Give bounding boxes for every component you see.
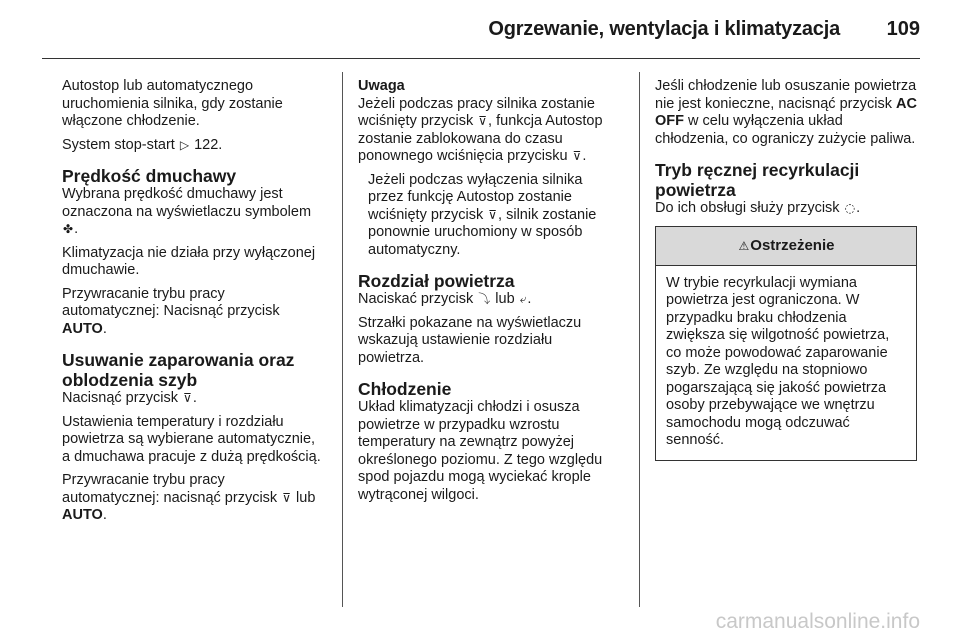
windscreen-defrost-icon: ⊽ bbox=[282, 490, 291, 505]
air-distribution-feet-icon: ⤵ bbox=[478, 292, 491, 306]
blower-off-paragraph: Klimatyzacja nie działa przy wyłączonej dmuchawie. bbox=[62, 244, 316, 278]
defrost-settings-paragraph: Ustawienia temperatury i rozdziału powietrza są wybierane automatycznie, a dmuchawa pracuje z dużą prędkością. bbox=[62, 413, 321, 465]
windscreen-defrost-icon: ⊽ bbox=[183, 391, 192, 405]
column-3 bbox=[655, 78, 917, 461]
windscreen-defrost-icon: ⊽ bbox=[478, 114, 488, 128]
defrost-paragraph: Nacisnąć przycisk ⊽. bbox=[62, 390, 197, 406]
note-title: Uwaga bbox=[358, 78, 405, 94]
warning-title: Ostrzeżenie bbox=[750, 236, 835, 254]
recirculation-paragraph: Do ich obsługi służy przycisk ◌. bbox=[655, 200, 861, 216]
section-heading-recirculation: Tryb ręcznej recyrkulacji powietrza bbox=[655, 160, 860, 200]
warning-triangle-icon: ⚠ bbox=[738, 238, 750, 253]
auto-label: AUTO bbox=[62, 320, 103, 337]
column-divider-1 bbox=[342, 72, 343, 607]
page-number: 109 bbox=[886, 18, 920, 40]
intro-paragraph: Autostop lub automatycznego uruchomienia silnika, gdy zostanie włączone chłodzenie. bbox=[62, 78, 283, 129]
column-2 bbox=[358, 78, 620, 510]
column-divider-2 bbox=[639, 72, 640, 607]
section-heading-cooling: Chłodzenie bbox=[358, 379, 452, 399]
warning-box bbox=[655, 226, 917, 461]
blower-speed-paragraph: Wybrana prędkość dmuchawy jest oznaczona na wyświetlaczu symbolem ✤. bbox=[62, 186, 312, 237]
header-divider bbox=[42, 58, 920, 59]
page-title: Ogrzewanie, wentylacja i klimatyzacja bbox=[488, 18, 840, 40]
note-paragraph-1: Jeżeli podczas pracy silnika zostanie wciśnięty przycisk ⊽, funkcja Autostop zostanie zablokowana do czasu ponownego wciśnięcia przycisku ⊽. bbox=[358, 95, 603, 164]
auto-label: AUTO bbox=[62, 507, 103, 523]
restore-auto-paragraph: Przywracanie trybu pracy automatycznej: Nacisnąć przycisk AUTO. bbox=[62, 285, 280, 337]
defrost-restore-paragraph: Przywracanie trybu pracy automatycznej: nacisnąć przycisk ⊽ lub AUTO. bbox=[62, 472, 316, 523]
windscreen-defrost-icon: ⊽ bbox=[572, 149, 582, 163]
cooling-paragraph: Układ klimatyzacji chłodzi i osusza powietrze w przypadku wzrostu temperatury na zewnątrz powyżej określonego poziomu. Z tego względu spod pojazdu mogą wyciekać krople wytrąconej wilgoci. bbox=[358, 399, 603, 503]
fan-icon: ✤ bbox=[63, 222, 74, 236]
ac-off-paragraph: Jeśli chłodzenie lub osuszanie powietrza nie jest konieczne, nacisnąć przycisk AC OFF w celu wyłączenia układ chłodzenia, co ograniczy zużycie paliwa. bbox=[655, 78, 917, 147]
page-reference-link[interactable]: 122. bbox=[194, 136, 223, 153]
air-distribution-windscreen-feet-icon: ⤶ bbox=[519, 292, 527, 306]
ac-off-label: AC OFF bbox=[655, 95, 917, 129]
page-reference-triangle-icon: ▷ bbox=[179, 137, 190, 152]
page-header bbox=[0, 0, 960, 60]
section-heading-blower-speed: Prędkość dmuchawy bbox=[62, 166, 237, 186]
watermark: carmanualsonline.info bbox=[715, 610, 920, 633]
recirculation-icon: ◌ bbox=[844, 201, 856, 215]
air-distribution-display-paragraph: Strzałki pokazane na wyświetlaczu wskazują ustawienie rozdziału powietrza. bbox=[358, 314, 582, 366]
section-heading-air-distribution: Rozdział powietrza bbox=[358, 271, 515, 291]
warning-header bbox=[656, 227, 916, 266]
column-1 bbox=[62, 78, 324, 531]
warning-text: W trybie recyrkulacji wymiana powietrza jest ograniczona. W przypadku braku chłodzenia zwiększa się wilgotność powietrza, co może powodować zaparowanie szyb. Ze względu na stopniowo pogarszającą się jakość powietrza osoby przebywające we wnętrzu samochodu mogą odczuwać senność. bbox=[666, 274, 890, 448]
cross-reference: System stop-start ▷ 122. bbox=[62, 136, 223, 153]
note-paragraph-2: Jeżeli podczas wyłączenia silnika przez funkcję Autostop zostanie wciśnięty przycisk ⊽, silnik zostanie ponownie uruchomiony w sposób automatyczny. bbox=[368, 171, 597, 258]
windscreen-defrost-icon: ⊽ bbox=[488, 207, 498, 222]
section-heading-defrost: Usuwanie zaparowania oraz oblodzenia szyb bbox=[62, 350, 295, 390]
air-distribution-paragraph: Naciskać przycisk ⤵ lub ⤶. bbox=[358, 291, 532, 307]
